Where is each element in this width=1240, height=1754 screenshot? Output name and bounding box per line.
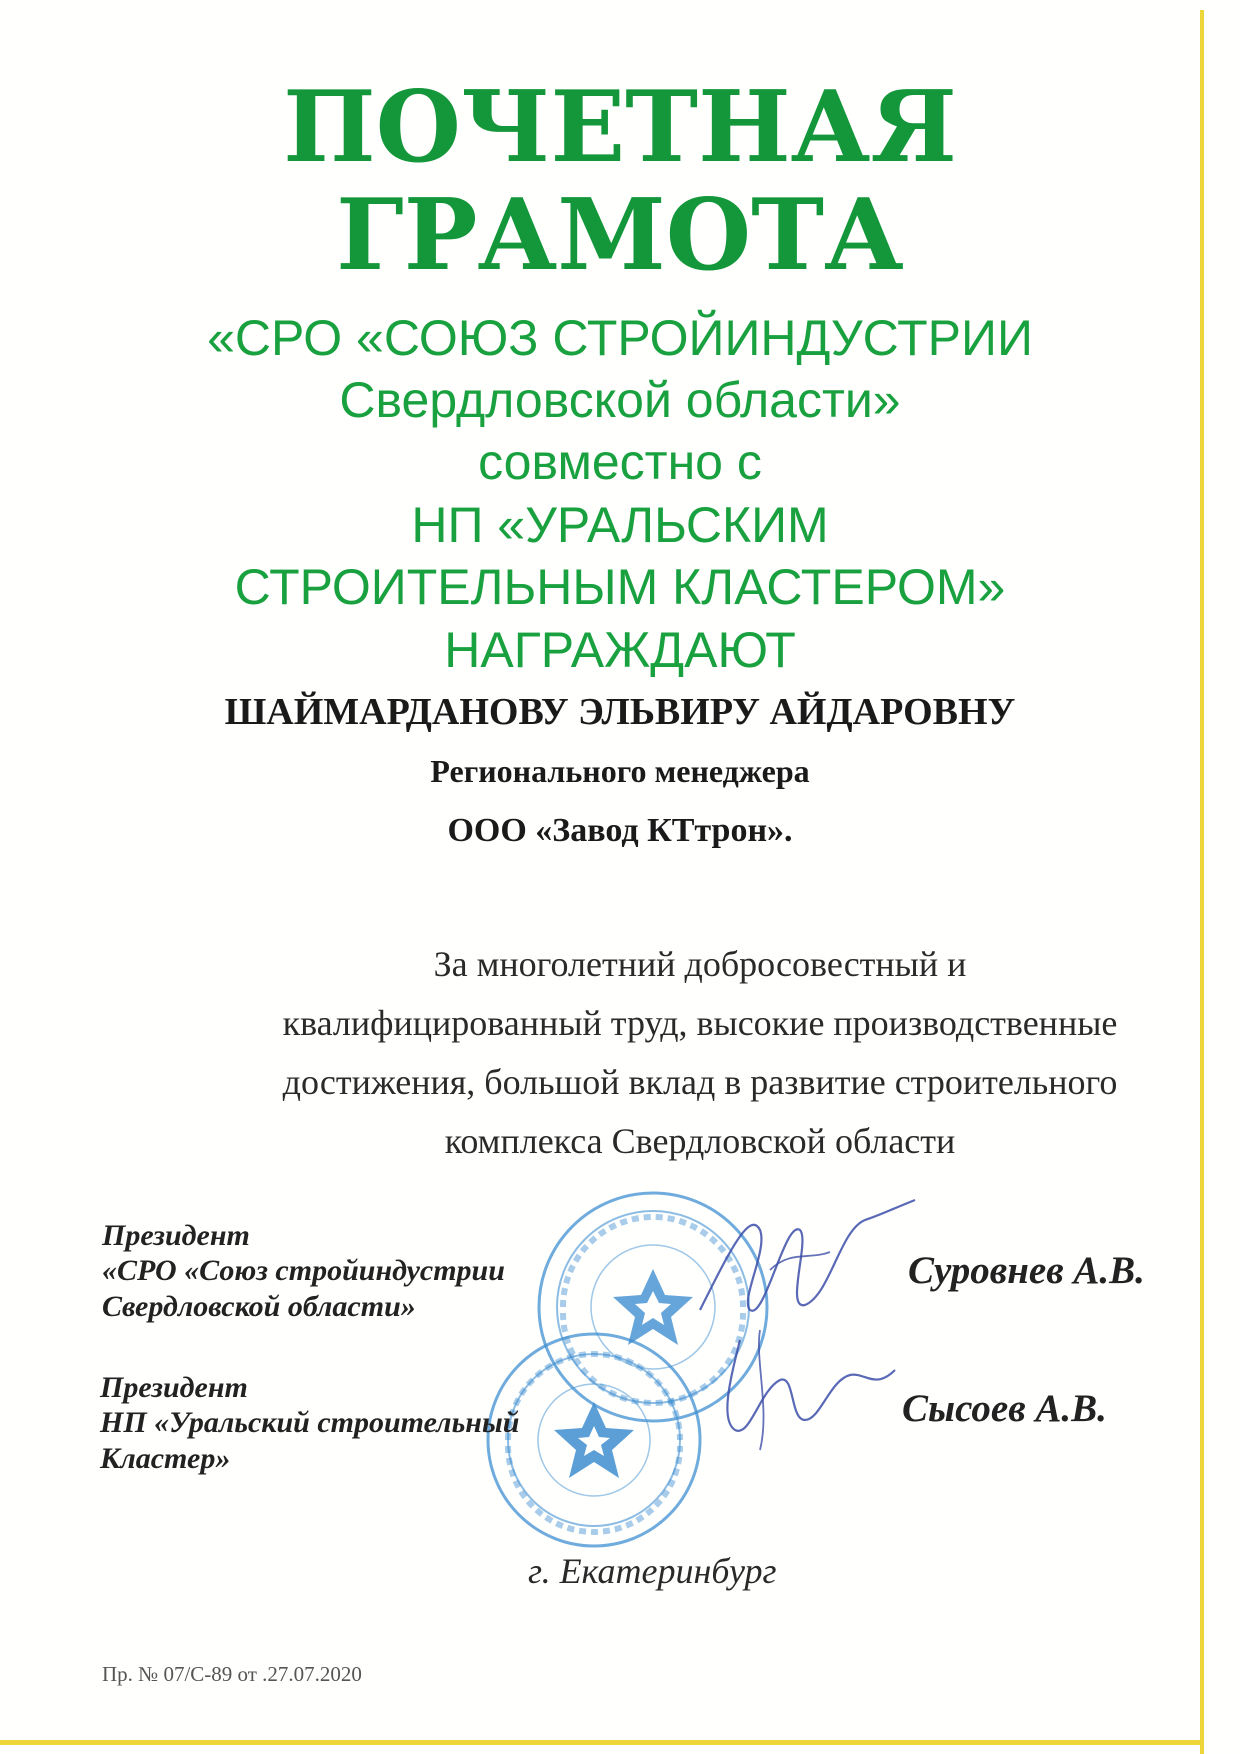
organization-line-4: НП «УРАЛЬСКИМ xyxy=(411,497,829,553)
reason-line-1: За многолетний добросовестный и xyxy=(433,944,967,984)
order-reference: Пр. № 07/С-89 от .27.07.2020 xyxy=(102,1662,362,1686)
signatory-2-org-line-2: Кластер» xyxy=(100,1442,231,1475)
organization-line-1: «СРО «СОЮЗ СТРОЙИНДУСТРИИ xyxy=(207,310,1033,366)
recipient-name: ШАЙМАРДАНОВУ ЭЛЬВИРУ АЙДАРОВНУ xyxy=(224,691,1016,733)
signatory-1-org-line-2: Свердловской области» xyxy=(102,1290,416,1323)
certificate-title-line-1: ПОЧЕТНАЯ xyxy=(283,70,957,185)
signatory-2-org-line-1: НП «Уральский строительный xyxy=(100,1406,520,1439)
signatory-1-org-line-1: «СРО «Союз стройиндустрии xyxy=(102,1254,505,1287)
organization-line-2: Свердловской области» xyxy=(339,372,901,428)
recipient-company: ООО «Завод КТтрон». xyxy=(447,812,793,849)
organization-line-6: НАГРАЖДАЮТ xyxy=(444,622,796,678)
reason-line-2: квалифицированный труд, высокие производственные xyxy=(282,1003,1118,1043)
stamp-cluster xyxy=(484,1330,704,1550)
recipient-position: Регионального менеджера xyxy=(430,753,810,789)
signature-2 xyxy=(700,1320,900,1465)
signatory-2-title: Президент xyxy=(100,1371,248,1404)
city-label: г. Екатеринбург xyxy=(528,1551,777,1591)
stamp-cluster-graphic xyxy=(484,1330,704,1550)
reason-line-3: достижения, большой вклад в развитие строительного xyxy=(282,1062,1118,1102)
signature-1 xyxy=(690,1190,920,1335)
certificate-title-line-2: ГРАМОТА xyxy=(336,178,904,293)
signatory-2-name: Сысоев А.В. xyxy=(902,1387,1107,1430)
signatory-1-name: Суровнев А.В. xyxy=(908,1249,1145,1292)
reason-line-4: комплекса Свердловской области xyxy=(444,1121,956,1161)
organization-line-5: СТРОИТЕЛЬНЫМ КЛАСТЕРОМ» xyxy=(234,559,1006,615)
organization-line-3: совместно с xyxy=(478,434,762,490)
signatory-1-title: Президент xyxy=(102,1219,250,1252)
page-border-bottom xyxy=(0,1740,1204,1745)
